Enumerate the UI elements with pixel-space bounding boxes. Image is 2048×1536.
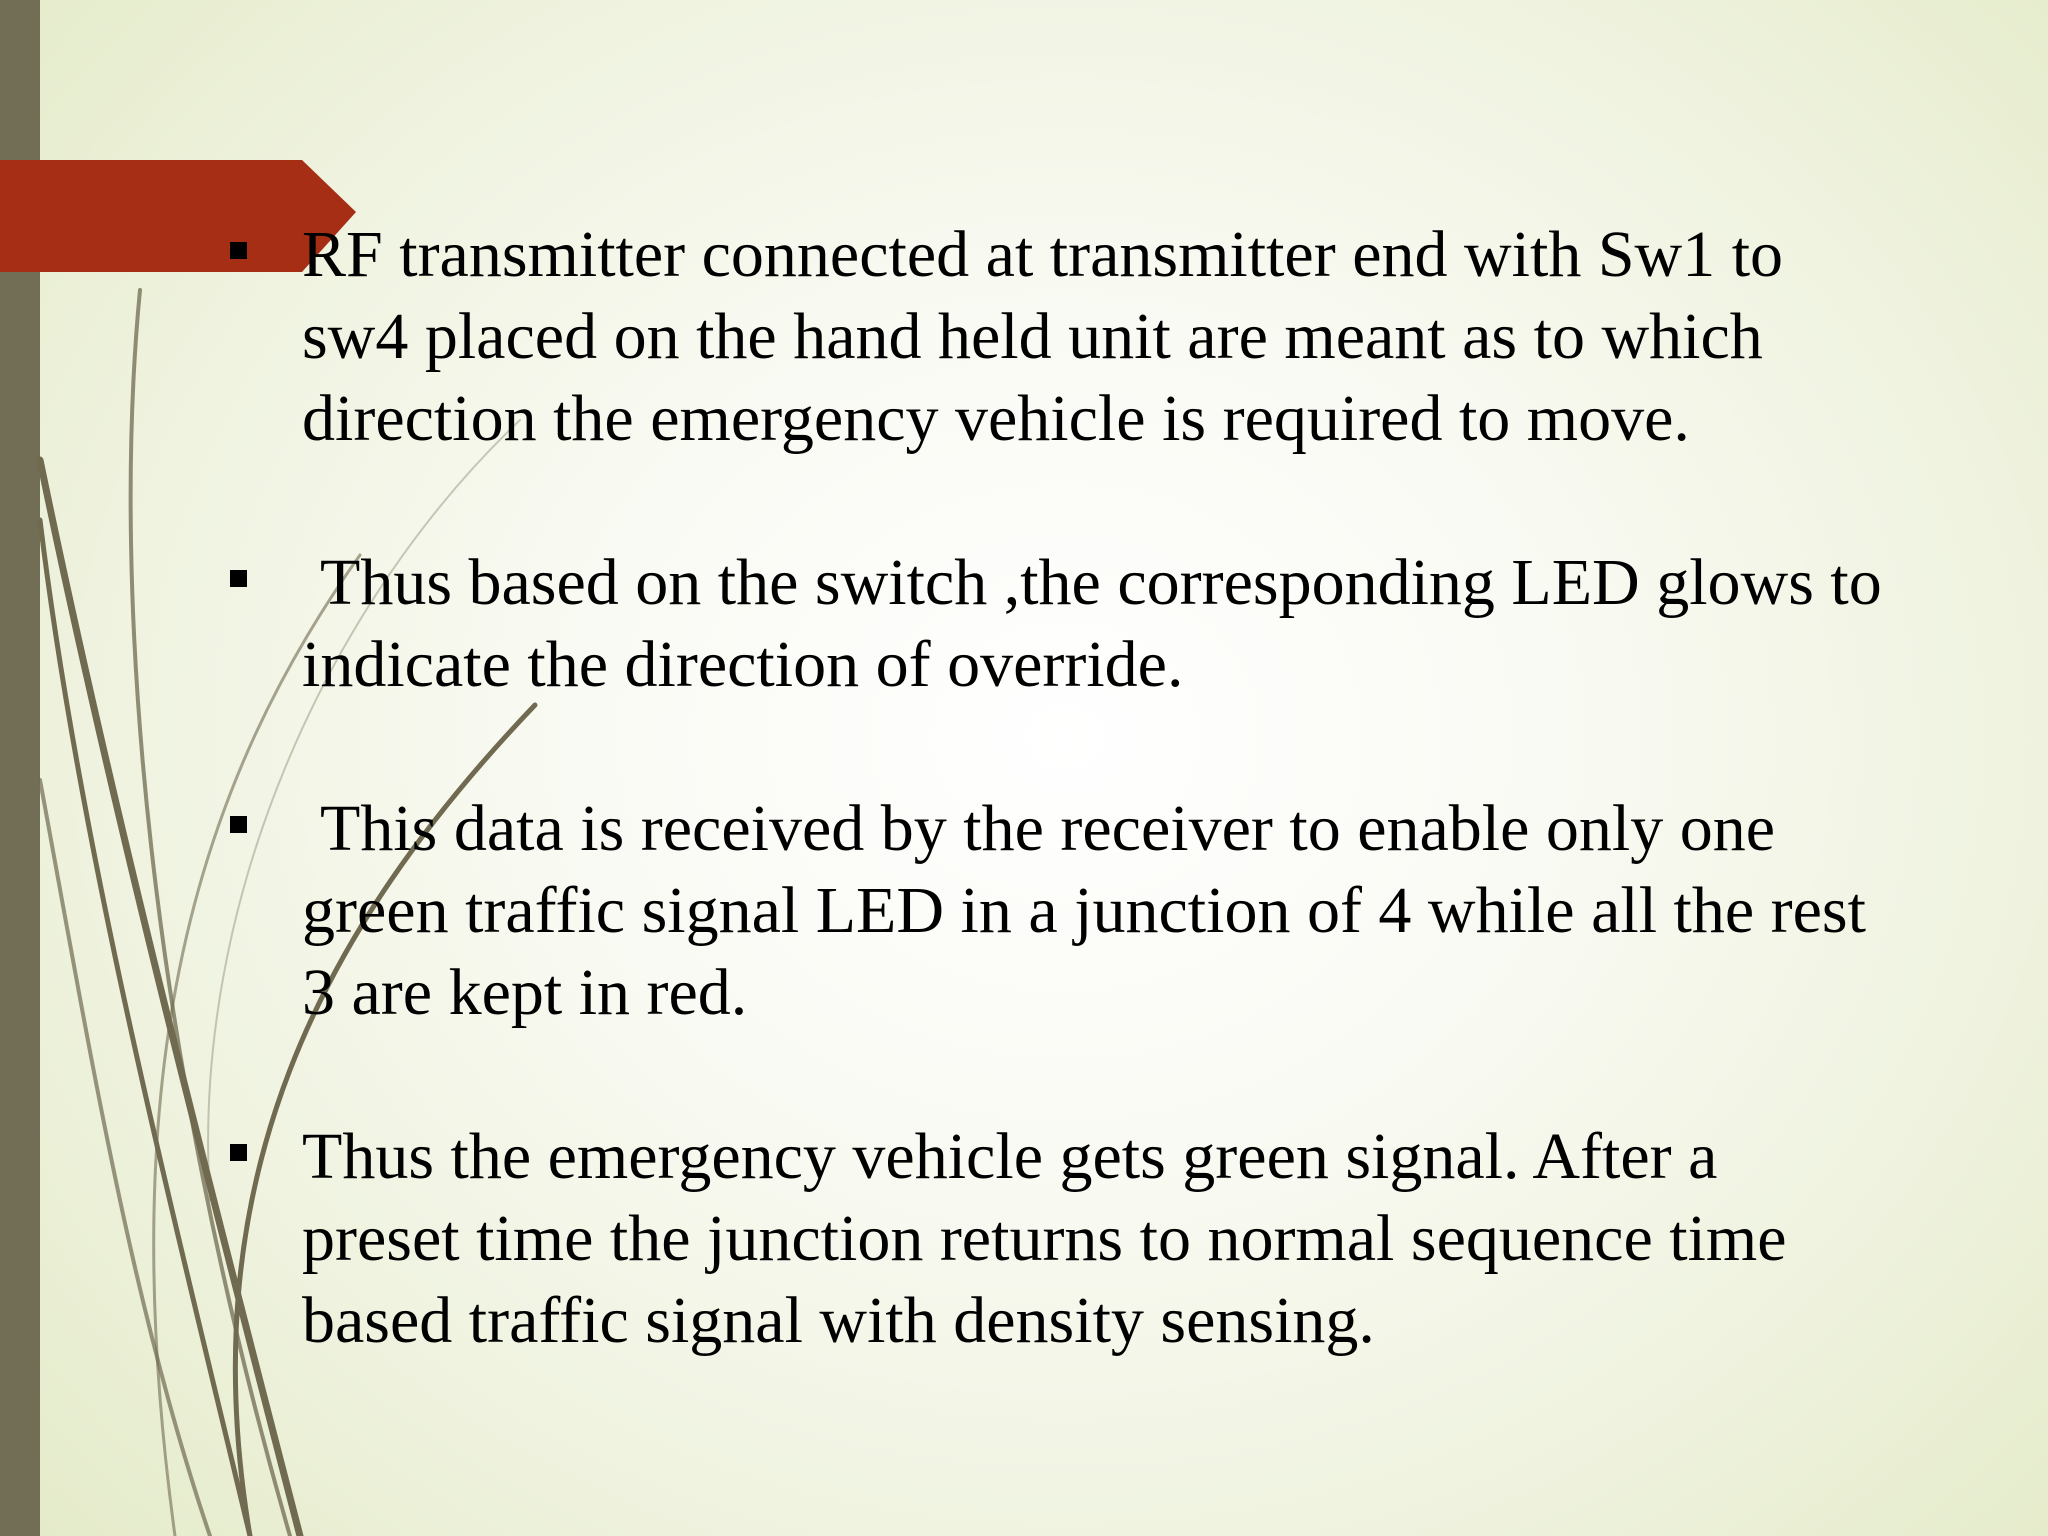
square-bullet-icon (230, 816, 247, 833)
bullet-item-4 (228, 1116, 1888, 1362)
square-bullet-icon (230, 242, 247, 259)
bullet-item-2 (228, 542, 1888, 706)
bullet-text-3: This data is received by the receiver to enable only one green traffic signal LED in a junction of 4 while all the rest 3 are kept in red. (302, 792, 1866, 1029)
bullet-text-2: Thus based on the switch ,the corresponding LED glows to indicate the direction of override. (302, 546, 1882, 701)
square-bullet-icon (230, 1144, 247, 1161)
bullet-item-3 (228, 788, 1888, 1034)
bullet-text-4: Thus the emergency vehicle gets green signal. After a preset time the junction returns to normal sequence time based traffic signal with density sensing. (302, 1120, 1787, 1357)
bullet-text-1: RF transmitter connected at transmitter end with Sw1 to sw4 placed on the hand held unit are meant as to which direction the emergency vehicle is required to move. (302, 218, 1784, 455)
bullet-list (228, 214, 1888, 1362)
square-bullet-icon (230, 570, 247, 587)
bullet-item-1 (228, 214, 1888, 460)
